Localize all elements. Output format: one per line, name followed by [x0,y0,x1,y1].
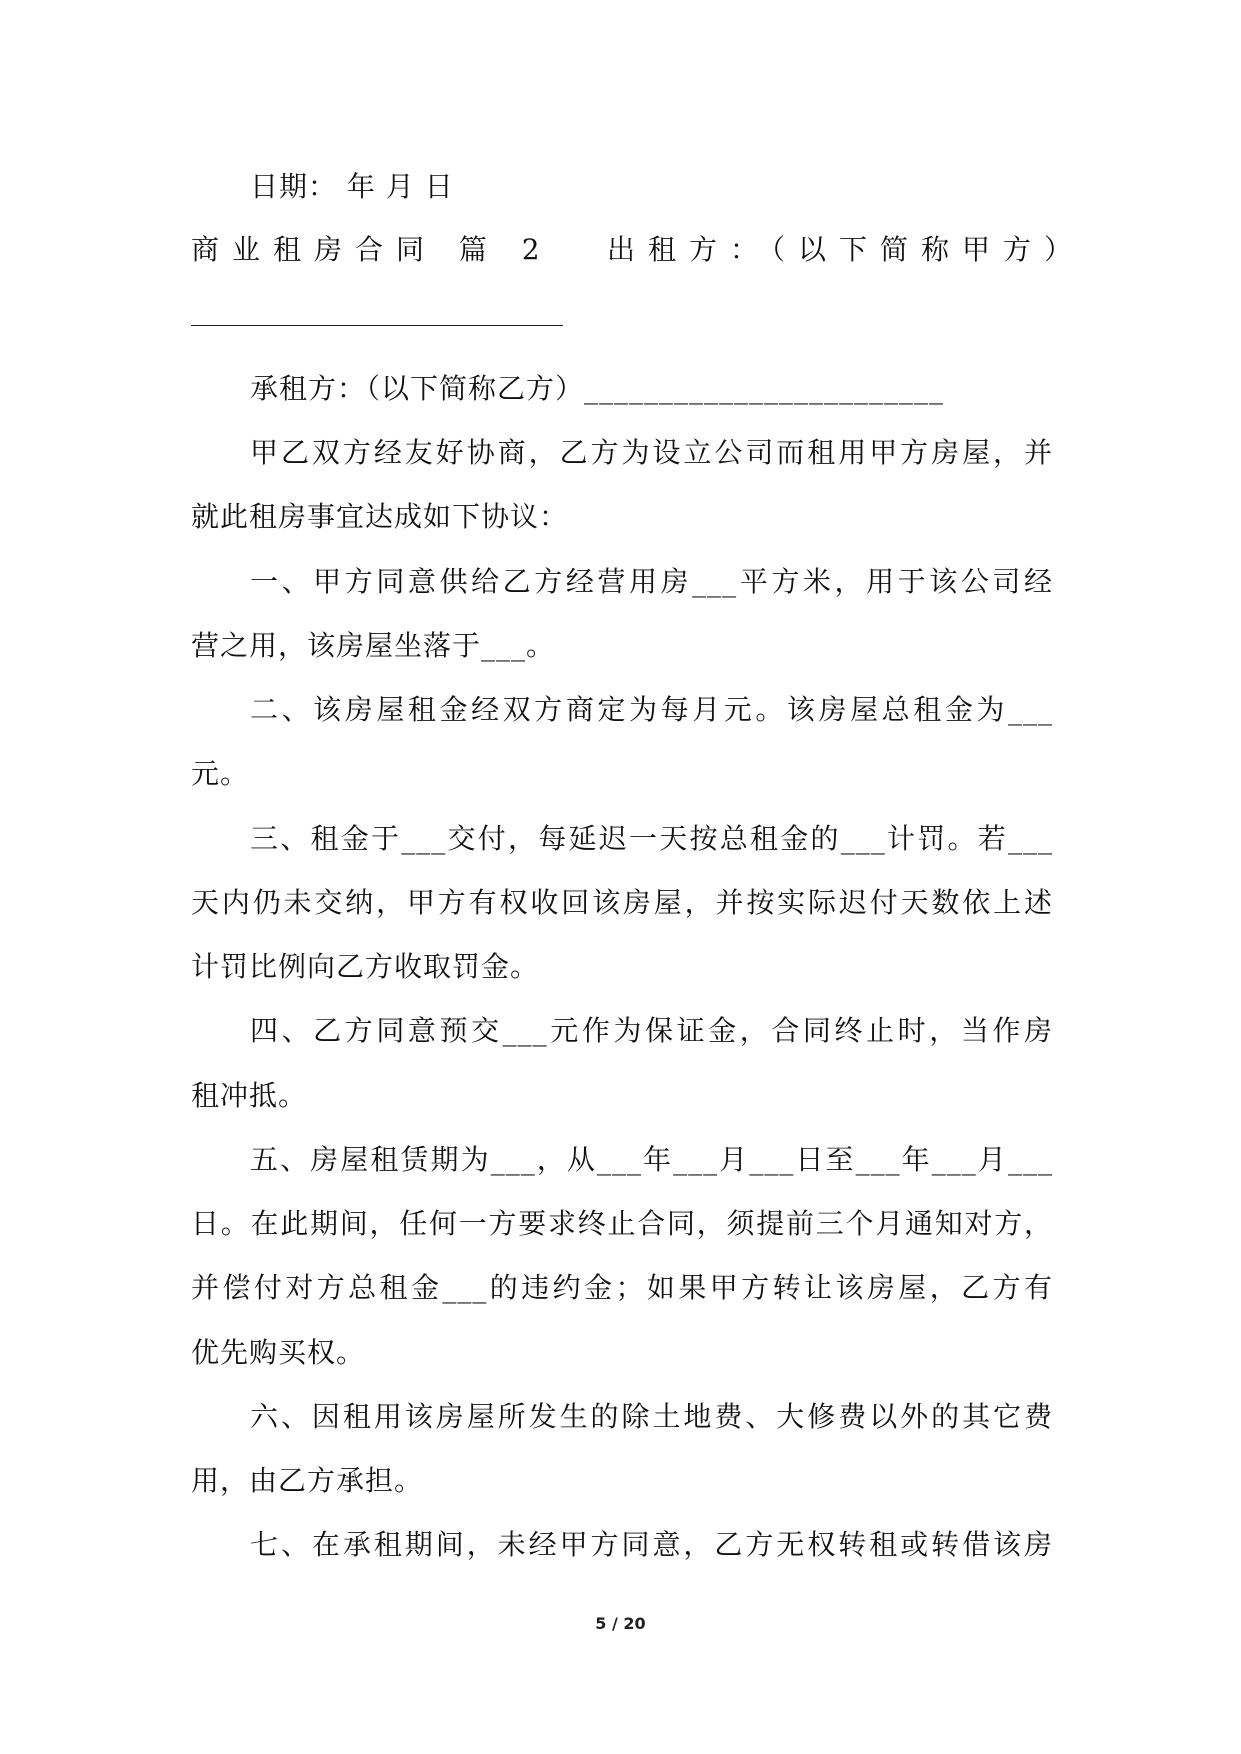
body-line-2: 就此租房事宜达成如下协议： [191,500,569,533]
body-line-7: 三、租金于___交付，每延迟一天按总租金的___计罚。若___ [250,822,1053,855]
body-line-4: 营之用，该房屋坐落于___。 [191,629,556,662]
body-line-3: 一、甲方同意供给乙方经营用房___平方米，用于该公司经 [250,565,1053,598]
body-line-12: 五、房屋租赁期为___，从___年___月___日至___年___月___ [250,1143,1053,1176]
contract-heading-left: 商业租房合同 篇 2 [191,233,553,266]
lessor-signature-rule [191,325,563,326]
lessor-label: 出租方：（以下简称甲方） [607,233,1086,266]
tenant-line: 承租方：（以下简称乙方）________________________ [250,372,945,405]
body-line-17: 用，由乙方承担。 [191,1464,424,1497]
body-line-9: 计罚比例向乙方收取罚金。 [191,950,540,983]
body-line-14: 并偿付对方总租金___的违约金；如果甲方转让该房屋，乙方有 [191,1271,1053,1304]
body-line-15: 优先购买权。 [191,1336,366,1369]
body-line-18: 七、在承租期间，未经甲方同意，乙方无权转租或转借该房 [250,1528,1053,1561]
body-line-16: 六、因租用该房屋所发生的除土地费、大修费以外的其它费 [250,1400,1053,1433]
date-line: 日期： 年 月 日 [250,170,454,203]
body-line-10: 四、乙方同意预交___元作为保证金，合同终止时，当作房 [250,1014,1053,1047]
body-line-8: 天内仍未交纳，甲方有权收回该房屋，并按实际迟付天数依上述 [191,886,1053,919]
body-line-5: 二、该房屋租金经双方商定为每月元。该房屋总租金为___ [250,693,1053,726]
body-line-1: 甲乙双方经友好协商，乙方为设立公司而租用甲方房屋，并 [250,436,1053,469]
body-line-6: 元。 [191,757,250,790]
body-line-11: 租冲抵。 [191,1079,308,1112]
page-number: 5 / 20 [595,1614,646,1633]
body-line-13: 日。在此期间，任何一方要求终止合同，须提前三个月通知对方， [191,1207,1053,1240]
